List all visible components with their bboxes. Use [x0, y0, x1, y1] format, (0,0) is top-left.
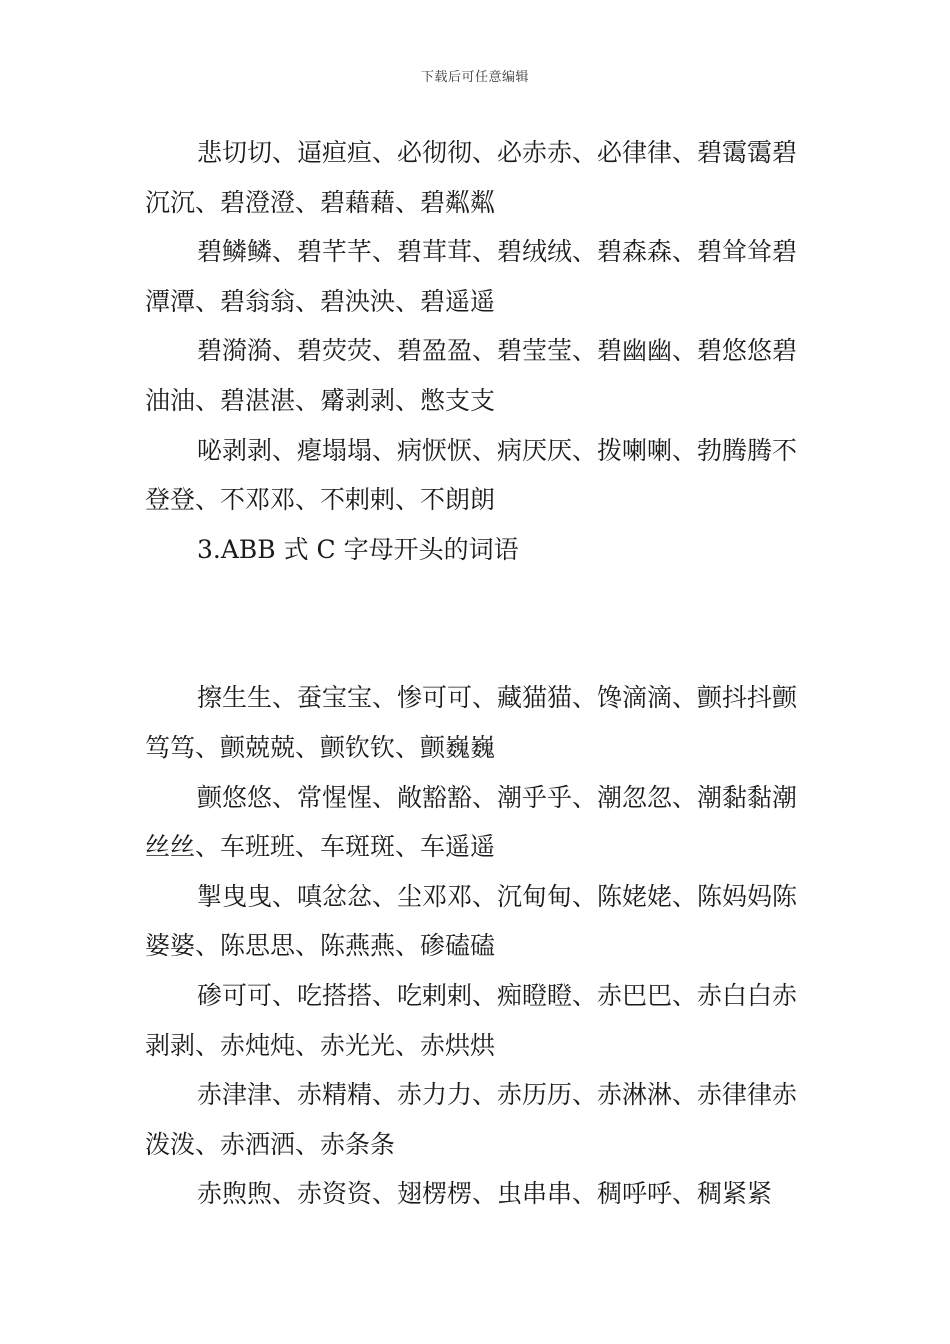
word-list-paragraph: 擦生生、蚕宝宝、惨可可、藏猫猫、馋滴滴、颤抖抖颤笃笃、颤兢兢、颤钦钦、颤巍巍 — [145, 683, 798, 762]
word-list-paragraph: 掣曳曳、嗔忿忿、尘邓邓、沉甸甸、陈姥姥、陈妈妈陈婆婆、陈思思、陈燕燕、碜磕磕 — [145, 881, 798, 961]
word-list-paragraph: 碜可可、吃搭搭、吃剌剌、痴瞪瞪、赤巴巴、赤白白赤剥剥、赤炖炖、赤光光、赤烘烘 — [145, 980, 798, 1060]
word-list-paragraph: 悲切切、逼疸疸、必彻彻、必赤赤、必律律、碧霭霭碧沉沉、碧澄澄、碧藉藉、碧粼粼 — [145, 138, 798, 217]
word-list-paragraph: 赤津津、赤精精、赤力力、赤历历、赤淋淋、赤律律赤泼泼、赤洒洒、赤条条 — [145, 1080, 798, 1159]
word-list-paragraph: 赤煦煦、赤资资、翅楞楞、虫串串、稠呼呼、稠紧紧 — [197, 1179, 773, 1209]
word-list-paragraph: 碧鳞鳞、碧芊芊、碧茸茸、碧绒绒、碧森森、碧耸耸碧潭潭、碧翁翁、碧泱泱、碧遥遥 — [145, 237, 798, 316]
word-list-paragraph: 碧漪漪、碧荧荧、碧盈盈、碧莹莹、碧幽幽、碧悠悠碧油油、碧湛湛、觱剥剥、憋支支 — [145, 336, 798, 415]
page-header: 下载后可任意编辑 — [420, 70, 529, 85]
word-list-paragraph: 颤悠悠、常惺惺、敞豁豁、潮乎乎、潮忽忽、潮黏黏潮丝丝、车班班、车斑斑、车遥遥 — [145, 782, 798, 862]
document-body — [145, 128, 810, 1219]
section-spacer — [145, 574, 810, 673]
word-list-paragraph: 咇剥剥、瘪塌塌、病恹恹、病厌厌、拨喇喇、勃腾腾不登登、不邓邓、不剌剌、不朗朗 — [145, 435, 798, 515]
section-heading: 3.ABB 式 C 字母开头的词语 — [197, 534, 519, 564]
